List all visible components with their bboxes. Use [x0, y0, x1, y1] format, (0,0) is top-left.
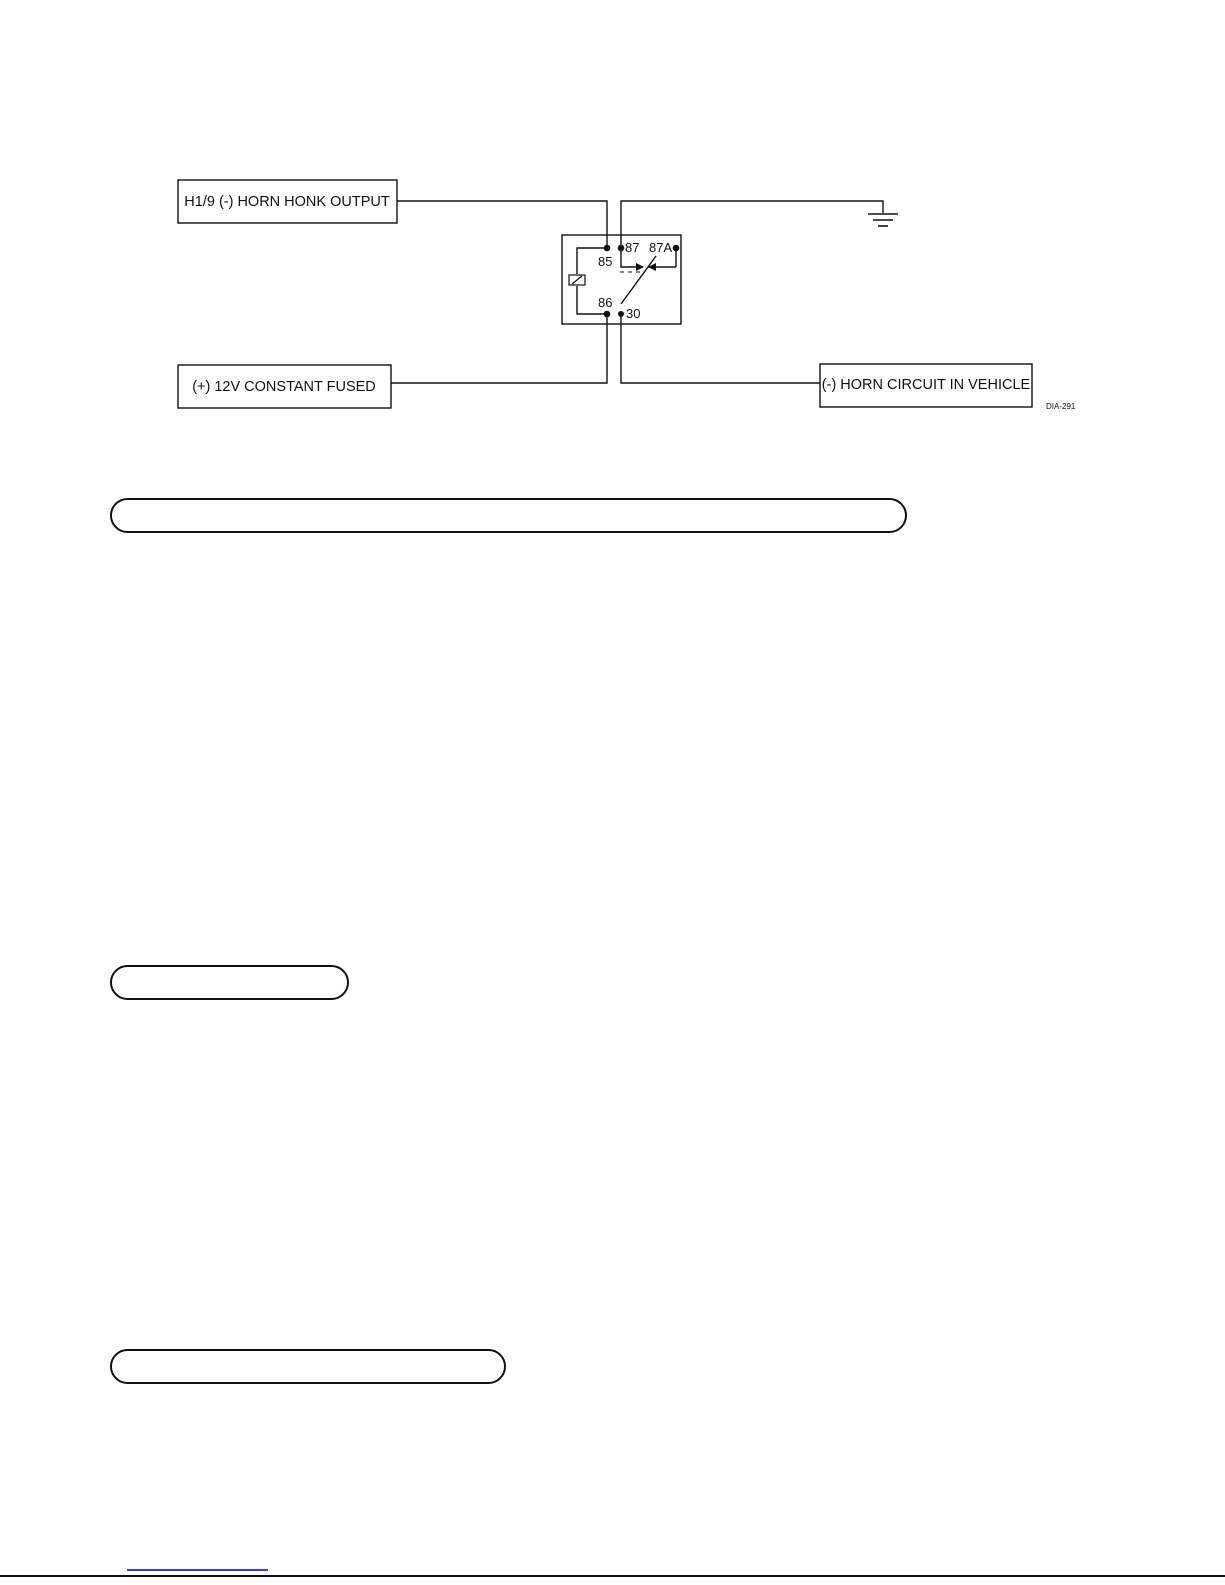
pin-87a-label: 87A	[649, 240, 673, 255]
ground-symbol-icon	[868, 214, 898, 226]
constant-fused-label: (+) 12V CONSTANT FUSED	[192, 379, 376, 395]
switch-blade	[621, 256, 656, 304]
pin-30-label: 30	[626, 306, 641, 321]
section-header-2	[110, 965, 349, 1000]
terminal-86-dot	[604, 311, 611, 318]
pin-85-label: 85	[598, 254, 613, 269]
section-header-3	[110, 1349, 506, 1384]
terminal-30-dot	[618, 311, 624, 317]
wire-honk-to-85	[397, 201, 607, 248]
horn-circuit-label: (-) HORN CIRCUIT IN VEHICLE	[821, 377, 1031, 393]
footer-rule	[0, 1575, 1225, 1577]
switch-arrow-87-icon	[636, 263, 644, 271]
diagram-id-label: DIA-291	[1046, 402, 1076, 411]
horn-honk-output-label: H1/9 (-) HORN HONK OUTPUT	[184, 194, 390, 210]
terminal-87a-dot	[673, 245, 680, 252]
relay-coil-icon	[569, 275, 585, 285]
terminal-87-dot	[618, 245, 625, 252]
pin-86-label: 86	[598, 295, 613, 310]
footer-link-underline[interactable]	[127, 1569, 268, 1571]
pin-87-label: 87	[625, 240, 640, 255]
terminal-85-dot	[604, 245, 611, 252]
section-header-1	[110, 498, 907, 533]
relay-wiring-diagram	[0, 0, 1225, 470]
